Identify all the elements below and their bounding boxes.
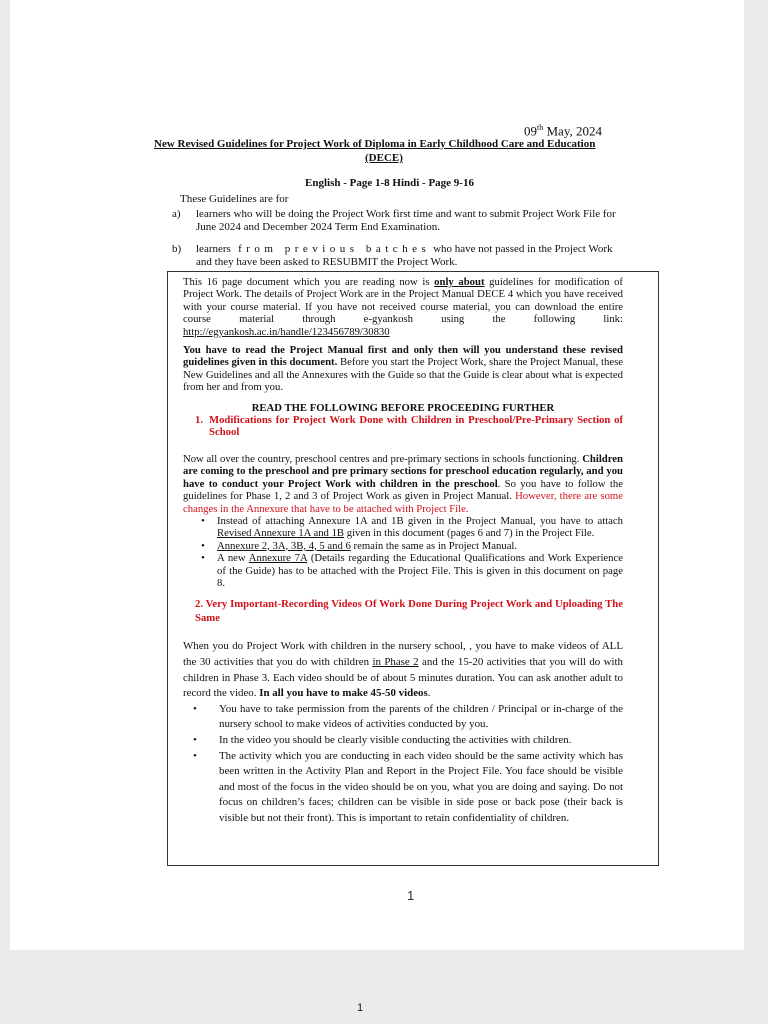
list-item: • A new Annexure 7A (Details regarding the Educational Qualifications and Work Experience of the Guide) has to be attached with the Project File. This is given in this document on page 8. — [201, 552, 623, 589]
document-title-abbrev: (DECE) — [365, 152, 403, 164]
page-number: 1 — [407, 888, 415, 903]
section-2-paragraph: When you do Project Work with children in the nursery school, , you have to make videos of ALL the 30 activities that you do with children in Phase 2 and the 15-20 activities that you will do with children in Phase 3. Each video should be of about 5 minutes duration. You can ask another adult to record the video. In all you have to make 45-50 videos. — [183, 640, 623, 700]
document-title: New Revised Guidelines for Project Work of Diploma in Early Childhood Care and Education — [154, 138, 596, 150]
intro-text: These Guidelines are for — [180, 193, 289, 205]
audience-item-a: a) learners who will be doing the Project Work first time and want to submit Project Work File for June 2024 and December 2024 Term End Examination. — [172, 208, 616, 233]
section-2-list — [183, 702, 623, 827]
list-item: • Annexure 2, 3A, 3B, 4, 5 and 6 remain the same as in Project Manual. — [201, 540, 623, 552]
read-manual-paragraph: You have to read the Project Manual first and only then will you understand these revised guidelines given in this document. Before you start the Project Work, share the Project Manual, these New Guidelines and all the Annexures with the Guide so that the Guide is clear about what is expected from her and from you. — [183, 344, 623, 394]
language-pages: English - Page 1-8 Hindi - Page 9-16 — [305, 177, 474, 189]
list-item: • In the video you should be clearly visible conducting the activities with children. — [193, 733, 623, 749]
document-date: 09th May, 2024 — [524, 123, 602, 139]
viewer-page-indicator: 1 — [357, 1002, 364, 1014]
section-1-heading: 1. Modifications for Project Work Done with Children in Preschool/Pre-Primary Section of School — [195, 414, 623, 439]
section-1-list — [183, 515, 623, 589]
list-item: • Instead of attaching Annexure 1A and 1B given in the Project Manual, you have to attach Revised Annexure 1A and 1B given in this document (pages 6 and 7) in the Project File. — [201, 515, 623, 540]
list-item: • You have to take permission from the parents of the children / Principal or in-charge of the nursery school to make videos of activities conducted by you. — [193, 702, 623, 733]
section-1-paragraph: Now all over the country, preschool centres and pre-primary sections in schools functioning. Children are coming to the preschool and pre primary sections for preschool education regularly, and you have to conduct your Project Work with children in the preschool. So you have to follow the guidelines for Phase 1, 2 and 3 of Project Work as given in Project Manual. However, there are some changes in the Annexure that have to be attached with Project File. — [183, 452, 623, 515]
list-item: • The activity which you are conducting in each video should be the same activity which has been written in the Activity Plan and Report in the Project File. You face should be visible and most of the focus in the video should be on you, what you are doing and saying. Do not focus on children’s faces; children can be visible in side pose or back pose (their back is visible but not their front). This is important to retain confidentiality of children. — [193, 749, 623, 827]
read-heading: READ THE FOLLOWING BEFORE PROCEEDING FURTHER — [251, 401, 555, 414]
egyankosh-link[interactable]: http://egyankosh.ac.in/handle/123456789/30830 — [183, 325, 390, 338]
audience-item-b: b) learners from previous batches who have not passed in the Project Work and they have been asked to RESUBMIT the Project Work. — [172, 243, 613, 268]
section-2-heading: 2. Very Important-Recording Videos Of Work Done During Project Work and Uploading The Same — [195, 598, 623, 625]
scope-paragraph: This 16 page document which you are reading now is only about guidelines for modification of Project Work. The details of Project Work are in the Project Manual DECE 4 which you have received with your course material. If you have not received course material, you can download the entire course material through e-gyankosh using the following link: http://egyankosh.ac.in/handle/123456789/30830 — [183, 276, 623, 338]
guidelines-box — [167, 271, 659, 866]
